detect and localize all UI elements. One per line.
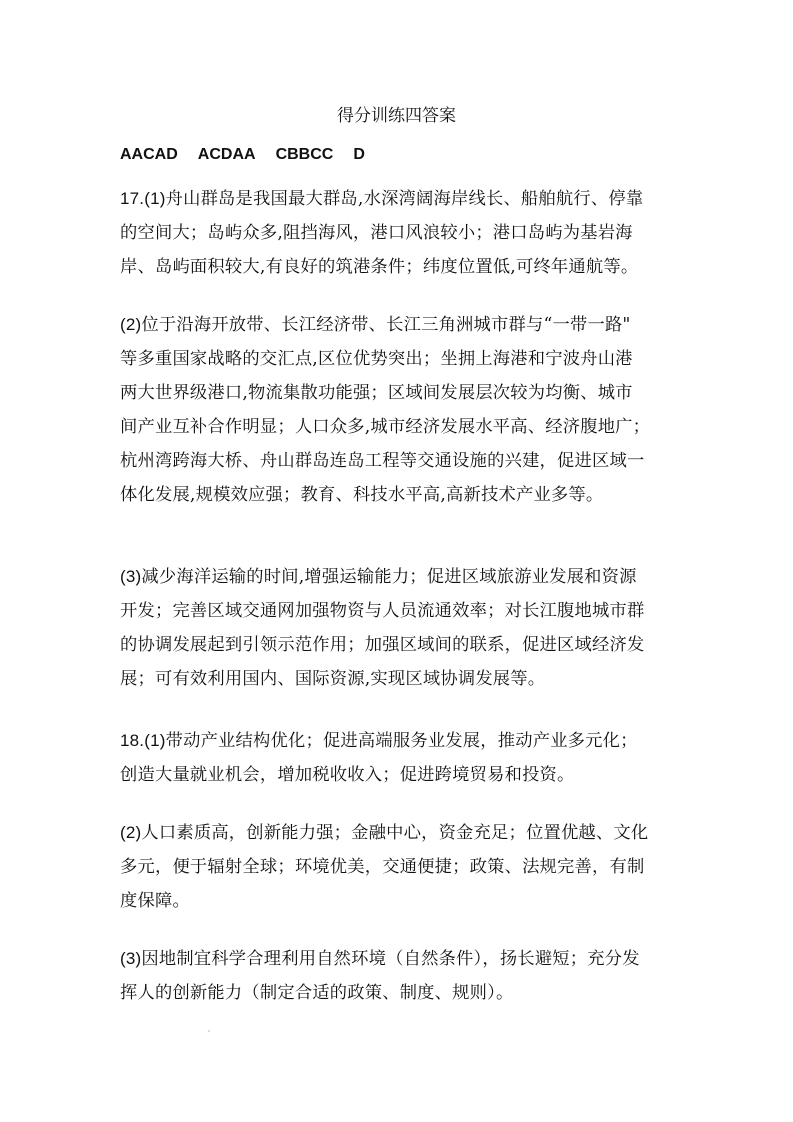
question-number: (2)	[120, 315, 142, 334]
text-line: 的空间大；岛屿众多,阻挡海风，港口风浪较小；港口岛屿为基岩海	[120, 223, 633, 243]
text-line: 开发；完善区域交通网加强物资与人员流通效率；对长江腹地城市群	[120, 601, 645, 621]
q17-part1	[120, 182, 680, 284]
q17-part3	[120, 560, 680, 696]
text-line: 两大世界级港口,物流集散功能强；区域间发展层次较为均衡、城市	[120, 383, 633, 403]
answer-group-2: ACDAA	[197, 146, 256, 163]
answer-group-1: AACAD	[120, 146, 178, 163]
text-line	[120, 816, 680, 850]
question-number: (3)	[120, 949, 142, 968]
question-number: (2)	[120, 823, 142, 842]
text-line	[120, 724, 680, 758]
answer-text: 减少海洋运输的时间,增强运输能力；促进区域旅游业发展和资源	[141, 567, 637, 587]
text-line: 多元，便于辐射全球；环境优美，交通便捷；政策、法规完善，有制	[120, 857, 645, 877]
text-line	[120, 308, 680, 342]
question-number: (3)	[120, 567, 142, 586]
text-line: 的协调发展起到引领示范作用；加强区域间的联系，促进区域经济发	[120, 635, 645, 655]
answer-group-3: CBBCC	[275, 146, 334, 163]
page-title: 得分训练四答案	[337, 106, 456, 126]
text-line: 岸、岛屿面积较大,有良好的筑港条件；纬度位置低,可终年通航等。	[120, 257, 639, 277]
q18-part2	[120, 816, 680, 918]
answer-text: 位于沿海开放带、长江经济带、长江三角洲城市群与“一带一路"	[141, 315, 631, 335]
text-line	[120, 942, 680, 976]
answer-text: 舟山群岛是我国最大群岛,水深湾阔海岸线长、船舶航行、停靠	[165, 189, 644, 209]
answer-text: 带动产业结构优化；促进高端服务业发展，推动产业多元化；	[165, 731, 638, 751]
text-line: 创造大量就业机会，增加税收收入；促进跨境贸易和投资。	[120, 765, 575, 785]
scan-speck	[208, 1030, 210, 1032]
answer-group-4: D	[353, 146, 365, 163]
text-line: 体化发展,规模效应强；教育、科技水平高,高新技术产业多等。	[120, 485, 604, 505]
text-line: 杭州湾跨海大桥、舟山群岛连岛工程等交通设施的兴建，促进区域一	[120, 451, 645, 471]
answer-text: 因地制宜科学合理利用自然环境（自然条件），扬长避短；充分发	[141, 949, 640, 969]
text-line	[120, 560, 680, 594]
answer-text: 人口素质高，创新能力强；金融中心，资金充足；位置优越、文化	[141, 823, 649, 843]
question-number: 18.(1)	[120, 731, 166, 750]
text-line: 间产业互补合作明显；人口众多,城市经济发展水平高、经济腹地广；	[120, 417, 651, 437]
text-line: 度保障。	[120, 891, 190, 911]
q17-part2	[120, 308, 680, 512]
question-number: 17.(1)	[120, 189, 166, 208]
multiple-choice-answers	[120, 144, 385, 166]
text-line: 等多重国家战略的交汇点,区位优势突出；坐拥上海港和宁波舟山港	[120, 349, 633, 369]
text-line: 挥人的创新能力（制定合适的政策、制度、规则）。	[120, 983, 514, 1003]
q18-part3	[120, 942, 680, 1010]
text-line: 展；可有效利用国内、国际资源,实现区域协调发展等。	[120, 669, 546, 689]
q18-part1	[120, 724, 680, 792]
text-line	[120, 182, 680, 216]
